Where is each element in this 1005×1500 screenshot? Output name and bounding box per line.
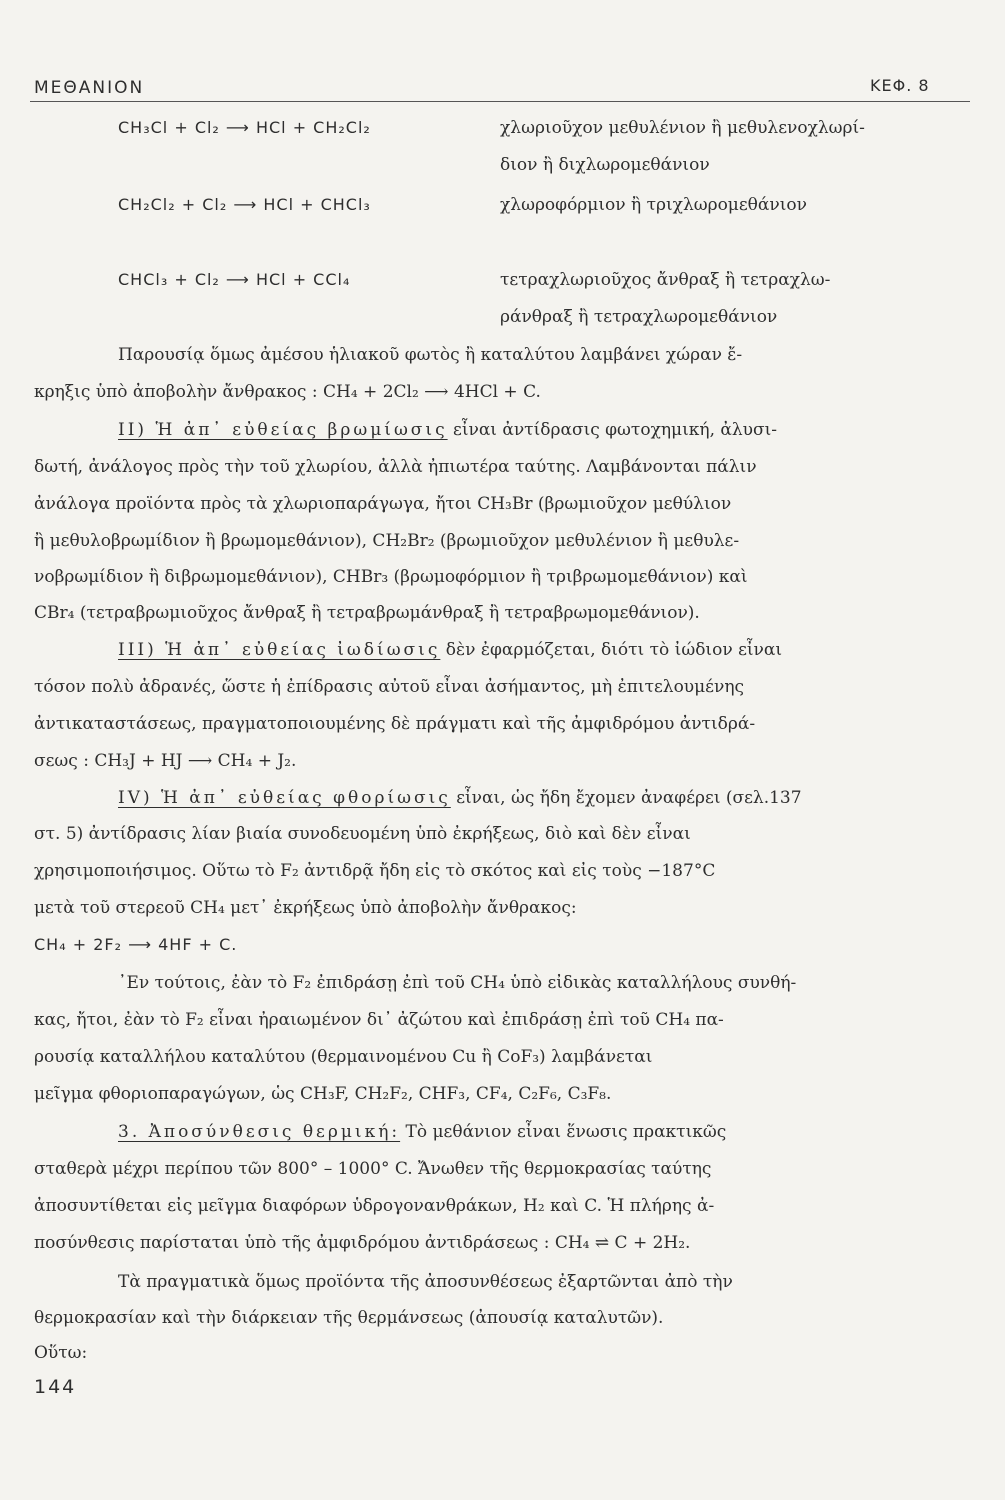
paragraph-line: κας, ἤτοι, ἐὰν τὸ F₂ εἶναι ἠραιωμένον δι᾽ ἀζώτου καὶ ἐπιδράσῃ ἐπὶ τοῦ CH₄ πα- xyxy=(34,1010,724,1030)
decomposition-paragraph-first-line xyxy=(118,1124,726,1141)
paragraph-line: Οὕτω: xyxy=(34,1343,88,1363)
paragraph-line: ρουσίᾳ καταλλήλου καταλύτου (θερμαινομένου Cu ἢ CoF₃) λαμβάνεται xyxy=(34,1047,653,1067)
reaction-name-3b: ράνθραξ ἢ τετραχλωρομεθάνιον xyxy=(500,307,778,327)
paragraph-line: ἀντικαταστάσεως, πραγματοποιουμένης δὲ πράγματι καὶ τῆς ἀμφιδρόμου ἀντιδρά- xyxy=(34,714,756,734)
reaction-equation-2: CH₂Cl₂ + Cl₂ ⟶ HCl + CHCl₃ xyxy=(118,195,371,214)
reaction-name-1a: χλωριοῦχον μεθυλένιον ἢ μεθυλενοχλωρί- xyxy=(500,118,865,138)
paragraph-line: σταθερὰ μέχρι περίπου τῶν 800° – 1000° C. Ἄνωθεν τῆς θερμοκρασίας ταύτης xyxy=(34,1159,712,1179)
paragraph-line: εἶναι, ὡς ἤδη ἔχομεν ἀναφέρει (σελ.137 xyxy=(450,788,802,808)
paragraph-line: CBr₄ (τετραβρωμιοῦχος ἄνθραξ ἢ τετραβρωμάνθραξ ἢ τετραβρωμομεθάνιον). xyxy=(34,603,700,623)
fluorination-heading: IV) Ἡ ἀπ᾽ εὐθείας φθορίωσις xyxy=(118,788,451,808)
header-rule xyxy=(30,101,970,102)
chapter-label: ΚΕΦ. 8 xyxy=(870,76,930,95)
paragraph-line: δὲν ἐφαρμόζεται, διότι τὸ ἰώδιον εἶναι xyxy=(440,640,783,660)
decomposition-heading: 3. Ἀποσύνθεσις θερμική: xyxy=(118,1122,401,1142)
paragraph-line: θερμοκρασίαν καὶ τὴν διάρκειαν τῆς θερμάνσεως (ἀπουσίᾳ καταλυτῶν). xyxy=(34,1308,664,1328)
paragraph-line: μετὰ τοῦ στερεοῦ CH₄ μετ᾽ ἐκρήξεως ὑπὸ ἀποβολὴν ἄνθρακος: xyxy=(34,898,577,918)
paragraph-line: σεως : CH₃J + HJ ⟶ CH₄ + J₂. xyxy=(34,751,297,771)
paragraph-line: κρηξις ὑπὸ ἀποβολὴν ἄνθρακος : CH₄ + 2Cl₂ ⟶ 4HCl + C. xyxy=(34,382,541,402)
reaction-equation-3: CHCl₃ + Cl₂ ⟶ HCl + CCl₄ xyxy=(118,270,351,289)
paragraph-line: νοβρωμίδιον ἢ διβρωμομεθάνιον), CHBr₃ (βρωμοφόρμιον ἢ τριβρωμομεθάνιον) καὶ xyxy=(34,567,748,587)
paragraph-line: δωτή, ἀνάλογος πρὸς τὴν τοῦ χλωρίου, ἀλλὰ ἠπιωτέρα ταύτης. Λαμβάνονται πάλιν xyxy=(34,457,757,477)
reaction-name-2a: χλωροφόρμιον ἢ τριχλωρομεθάνιον xyxy=(500,195,807,215)
paragraph-line: Τὰ πραγματικὰ ὅμως προϊόντα τῆς ἀποσυνθέσεως ἐξαρτῶνται ἀπὸ τὴν xyxy=(118,1272,733,1292)
fluorination-paragraph-first-line xyxy=(118,790,802,807)
reaction-name-1b: διον ἢ διχλωρομεθάνιον xyxy=(500,155,710,175)
reaction-name-3a: τετραχλωριοῦχος ἄνθραξ ἢ τετραχλω- xyxy=(500,270,831,290)
bromination-heading: II) Ἡ ἀπ᾽ εὐθείας βρωμίωσις xyxy=(118,420,448,440)
paragraph-line: Τὸ μεθάνιον εἶναι ἕνωσις πρακτικῶς xyxy=(400,1122,727,1142)
paragraph-line: ἀνάλογα προϊόντα πρὸς τὰ χλωριοπαράγωγα, ἤτοι CH₃Br (βρωμιοῦχον μεθύλιον xyxy=(34,494,732,514)
paragraph-line: στ. 5) ἀντίδρασις λίαν βιαία συνοδευομένη ὑπὸ ἐκρήξεως, διὸ καὶ δὲν εἶναι xyxy=(34,824,691,844)
paragraph-line: ᾽Εν τούτοις, ἐὰν τὸ F₂ ἐπιδράσῃ ἐπὶ τοῦ CH₄ ὑπὸ εἰδικὰς καταλλήλους συνθή- xyxy=(118,973,797,993)
paragraph-line: εἶναι ἀντίδρασις φωτοχημική, ἀλυσι- xyxy=(447,420,777,440)
paragraph-line: Παρουσίᾳ ὅμως ἀμέσου ἡλιακοῦ φωτὸς ἢ καταλύτου λαμβάνει χώραν ἔ- xyxy=(118,345,743,365)
bromination-paragraph-first-line xyxy=(118,422,777,439)
page-number: 144 xyxy=(34,1376,77,1398)
paragraph-line: τόσον πολὺ ἀδρανές, ὥστε ἡ ἐπίδρασις αὐτοῦ εἶναι ἀσήμαντος, μὴ ἐπιτελουμένης xyxy=(34,677,745,697)
running-head-title: ΜΕΘΑΝΙΟΝ xyxy=(34,78,145,98)
paragraph-line: ποσύνθεσις παρίσταται ὑπὸ τῆς ἀμφιδρόμου ἀντιδράσεως : CH₄ ⇌ C + 2H₂. xyxy=(34,1233,691,1253)
fluorination-equation: CH₄ + 2F₂ ⟶ 4HF + C. xyxy=(34,935,238,954)
reaction-equation-1: CH₃Cl + Cl₂ ⟶ HCl + CH₂Cl₂ xyxy=(118,118,371,137)
paragraph-line: ἢ μεθυλοβρωμίδιον ἢ βρωμομεθάνιον), CH₂Br₂ (βρωμιοῦχον μεθυλένιον ἢ μεθυλε- xyxy=(34,531,740,551)
paragraph-line: χρησιμοποιήσιμος. Οὕτω τὸ F₂ ἀντιδρᾷ ἤδη εἰς τὸ σκότος καὶ εἰς τοὺς −187°C xyxy=(34,861,716,881)
paragraph-line: ἀποσυντίθεται εἰς μεῖγμα διαφόρων ὑδρογονανθράκων, H₂ καὶ C. Ἡ πλήρης ἀ- xyxy=(34,1196,715,1216)
paragraph-line: μεῖγμα φθοριοπαραγώγων, ὡς CH₃F, CH₂F₂, CHF₃, CF₄, C₂F₆, C₃F₈. xyxy=(34,1084,612,1104)
iodination-heading: III) Ἡ ἀπ᾽ εὐθείας ἰωδίωσις xyxy=(118,640,441,660)
iodination-paragraph-first-line xyxy=(118,642,782,659)
